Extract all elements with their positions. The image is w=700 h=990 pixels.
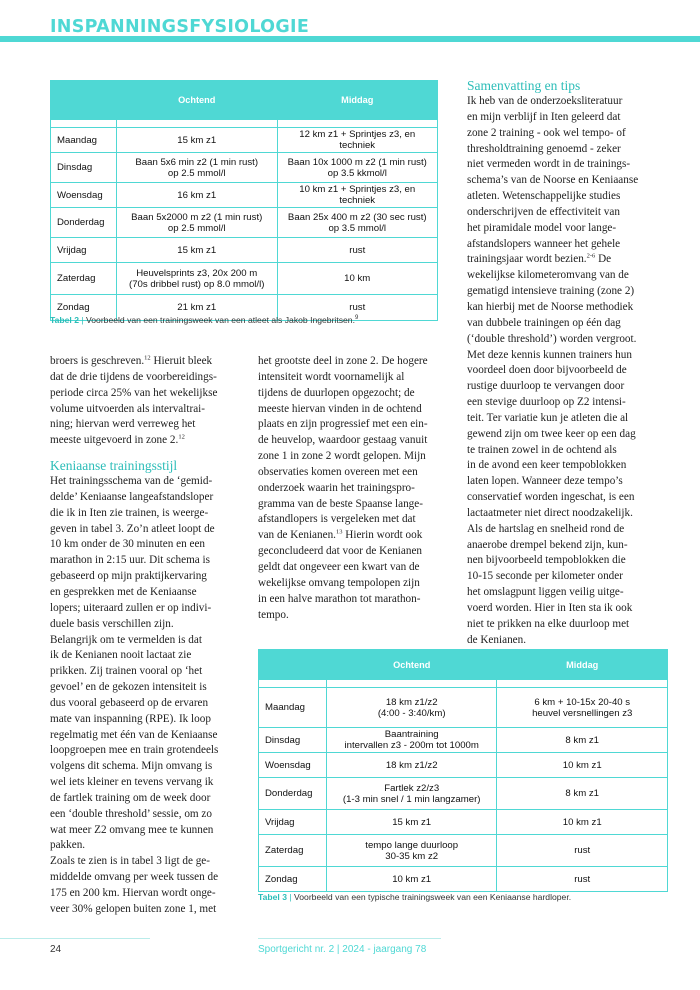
cell-line: (4:00 - 3:40/km) <box>377 707 446 719</box>
text-line: marathon in 2:15 uur. Dit schema is <box>50 554 211 567</box>
text-line: duele basis verschillen zijn. <box>50 617 174 630</box>
body-column-3 <box>467 78 667 649</box>
text-line: (‘double threshold’) worden vergroot. <box>467 332 637 345</box>
cell-line: 8 km z1 <box>565 734 600 746</box>
text-line: observaties komen overeen met een <box>258 465 418 478</box>
day-cell: Vrijdag <box>259 810 327 835</box>
text-line: intensiteit wordt voornamelijk al <box>258 370 405 383</box>
table-2-corner <box>51 81 117 120</box>
cell-line: 8 km z1 <box>565 788 600 799</box>
cell-line: 16 km z1 <box>177 189 217 201</box>
text-line: een ‘double threshold’ sessie, om zo <box>50 807 212 820</box>
text-line: gematigd intensieve training (zone 2) <box>467 285 635 298</box>
cell-line: op 3.5 mmol/l <box>328 222 387 234</box>
morning-cell <box>116 238 277 263</box>
footer-rule-left <box>0 938 150 939</box>
cell-line: Fartlek z2/z3 <box>384 782 440 794</box>
afternoon-cell <box>497 728 668 753</box>
cell-line: 15 km z1 <box>392 816 432 828</box>
text-line: dat de drie tijdens de voorbereidings- <box>50 370 217 383</box>
section-title: INSPANNINGSFYSIOLOGIE <box>50 17 310 37</box>
day-cell: Woensdag <box>51 183 117 208</box>
afternoon-cell <box>277 238 438 263</box>
afternoon-cell <box>277 208 438 238</box>
morning-cell <box>326 688 497 728</box>
text-line: tijdens de duurlopen opgezocht; de <box>258 386 415 399</box>
text-line: prikken. Zij trainen vooral op ‘het <box>50 665 203 678</box>
cell-line: (1-3 min snel / 1 min langzamer) <box>342 793 481 805</box>
text-line: afstandlopers is vergeleken met dat <box>258 513 416 526</box>
text-line: pakken. <box>50 839 86 852</box>
text-line: volume uitvoerden als intervaltrai- <box>50 402 206 415</box>
text-line: kan hierbij met de Noorse methodiek <box>467 300 634 313</box>
table-row <box>51 153 438 183</box>
table-3-caption-label: Tabel 3 <box>258 892 287 902</box>
afternoon-cell <box>277 263 438 295</box>
table-2-caption-ref: 9 <box>354 315 359 321</box>
afternoon-cell <box>497 688 668 728</box>
text-line: Met deze kennis kunnen trainers hun <box>467 348 632 361</box>
table-row <box>51 208 438 238</box>
afternoon-cell <box>497 835 668 867</box>
text-line: de heuvelop, waardoor gestaag vanuit <box>258 434 428 447</box>
morning-cell <box>116 153 277 183</box>
table-2 <box>50 80 438 321</box>
table-3-caption-text: Voorbeeld van een typische trainingsweek van een Keniaanse hardloper. <box>294 892 572 902</box>
cell-line: rust <box>574 845 591 856</box>
text-line: middelde omvang per week tussen de <box>50 871 219 884</box>
text-line: dus vooral gebaseerd op de ervaren <box>50 696 209 709</box>
text-line: lactaatmeter niet direct noodzakelijk. <box>467 506 633 519</box>
cell-line: 10 km z1 <box>562 759 602 771</box>
running-header <box>0 0 700 44</box>
cell-line: op 3.5 kkmol/l <box>327 167 387 179</box>
table-row <box>259 835 668 867</box>
text-line: de fartlek training om de week door <box>50 791 211 804</box>
text-line: een stevige duurloop op Z2 intensi- <box>467 396 626 409</box>
footer-rule-right <box>258 938 441 939</box>
text-line: niet vermeden wordt in de trainings- <box>467 158 631 171</box>
text-line: 10 km onder de 30 minuten en een <box>50 538 206 551</box>
text-line: en gesprekken met de Keniaanse <box>50 585 197 598</box>
text-line: gramma van de beste Spaanse lange- <box>258 497 423 510</box>
text-line: het grootste deel in zone 2. De hogere <box>258 355 428 367</box>
text-line: Het trainingsschema van de ‘gemid- <box>50 475 213 488</box>
table-row <box>259 688 668 728</box>
text-line: zone 2 training - ook wel tempo- of <box>467 126 626 139</box>
table-3-header-morning: Ochtend <box>326 650 497 680</box>
text-line: gewend zijn om twee keer op een dag <box>467 427 636 440</box>
page-number: 24 <box>50 944 62 955</box>
cell-line: Baantraining <box>384 729 439 740</box>
day-cell: Zondag <box>51 295 117 321</box>
text-line: plaats en zijn progressief met een ein- <box>258 418 428 431</box>
morning-cell <box>326 835 497 867</box>
cell-line: 18 km z1/z2 <box>385 759 438 771</box>
day-cell: Dinsdag <box>51 153 117 183</box>
text-line: geven in tabel 3. Zo’n atleet loopt de <box>50 522 215 535</box>
text-line: Als de hartslag en snelheid rond de <box>467 522 625 535</box>
text-line: Zoals te zien is in tabel 3 ligt de ge- <box>50 855 210 868</box>
reference-number: 13 <box>335 528 343 536</box>
cell-line: 30-35 km z2 <box>385 850 439 862</box>
afternoon-cell <box>497 778 668 810</box>
text-line: veer 30% gelopen buiten zone 1, met <box>50 902 217 915</box>
text-line: gevoel’ en de gekozen intensiteit is <box>50 681 207 694</box>
cell-line: 15 km z1 <box>177 244 217 256</box>
morning-cell <box>116 263 277 295</box>
text-line: het omslagpunt liggen veilig uitge- <box>467 586 624 599</box>
day-cell: Woensdag <box>259 753 327 778</box>
cell-line: 15 km z1 <box>177 134 217 146</box>
day-cell: Dinsdag <box>259 728 327 753</box>
cell-line: heuvel versnellingen z3 <box>532 707 633 719</box>
text-line: het piramidale model voor lange- <box>467 221 617 234</box>
day-cell: Vrijdag <box>51 238 117 263</box>
afternoon-cell <box>497 810 668 835</box>
text-line: laten lopen. Wanneer deze tempo’s <box>467 475 623 488</box>
text-line: 175 en 200 km. Hiervan wordt onge- <box>50 887 216 899</box>
text-line: teit. Ter variatie kun je atleten die al <box>467 411 629 424</box>
morning-cell <box>116 208 277 238</box>
text-line: van dubbele trainingen op één dag <box>467 316 621 329</box>
day-cell: Zaterdag <box>259 835 327 867</box>
text-line: gebaseerd op mijn praktijkervaring <box>50 570 207 583</box>
cell-line: 12 km z1 + Sprintjes z3, en techniek <box>299 129 416 151</box>
day-cell: Donderdag <box>51 208 117 238</box>
cell-line: 10 km z1 <box>392 873 432 885</box>
text-line: thresholdtraining genoemd - zeker <box>467 142 621 155</box>
morning-cell <box>326 778 497 810</box>
table-2-caption-label: Tabel 2 <box>50 314 79 325</box>
text-line: niet te prikken na elke duurloop met <box>467 617 630 630</box>
text-line: ning; hiervan werd verreweg het <box>50 418 196 431</box>
reference-number: 2-6 <box>586 252 596 260</box>
table-3-caption: Tabel 3 | Voorbeeld van een typische trainingsweek van een Keniaanse hardloper. <box>258 892 572 902</box>
text-line: wat meer Z2 omvang mee te kunnen <box>50 823 214 836</box>
table-row <box>51 238 438 263</box>
text-line: loopgroepen mee en train grotendeels <box>50 744 219 757</box>
afternoon-cell <box>497 867 668 892</box>
table-row <box>51 128 438 153</box>
text-line: onderschrijven de effectiviteit van <box>467 205 620 218</box>
text-line: onderzoek waarin het trainingspro- <box>258 481 415 494</box>
table-row <box>51 183 438 208</box>
reference-number: 12 <box>144 354 151 362</box>
table-3-corner <box>259 650 327 680</box>
text-line: anaerobe drempel bekend zijn, kun- <box>467 538 628 551</box>
cell-line: 10 km z1 + Sprintjes z3, en techniek <box>299 184 416 206</box>
body-column-2 <box>258 354 458 623</box>
text-line: in de avond een keer tempoblokken <box>467 459 627 472</box>
text-line: tempo. <box>258 608 289 621</box>
text-line: voerd worden. Hier in Iten sta ik ook <box>467 602 633 614</box>
cell-line: rust <box>574 873 591 885</box>
text-line: zone 1 in zone 2 wordt gelopen. Mijn <box>258 450 426 463</box>
text-line: mate van inspanning (RPE). Ik loop <box>50 712 211 725</box>
cell-line: 21 km z1 <box>177 302 217 313</box>
cell-line: rust <box>349 302 366 313</box>
morning-cell <box>326 728 497 753</box>
afternoon-cell <box>277 183 438 208</box>
text-line: te trainen zowel in de ochtend als <box>467 443 617 456</box>
journal-footer: Sportgericht nr. 2 | 2024 - jaargang 78 <box>258 944 427 955</box>
section-heading-kenyan: Keniaanse trainingsstijl <box>50 458 178 474</box>
day-cell: Donderdag <box>259 778 327 810</box>
afternoon-cell <box>277 128 438 153</box>
cell-line: intervallen z3 - 200m tot 1000m <box>344 740 479 751</box>
text-line: voordeel doen door bijvoorbeeld de <box>467 364 627 377</box>
morning-cell <box>116 183 277 208</box>
day-cell: Zondag <box>259 867 327 892</box>
text-line: geldt dat ongeveer een kwart van de <box>258 560 420 573</box>
afternoon-cell <box>497 753 668 778</box>
text-line: schema’s van de Noorse en Keniaanse <box>467 174 639 187</box>
cell-line: Baan 25x 400 m z2 (30 sec rust) <box>287 211 427 223</box>
reference-number: 12 <box>178 433 185 441</box>
table-row <box>259 810 668 835</box>
cell-line: 18 km z1/z2 <box>385 696 438 708</box>
text-line: in een halve marathon tot marathon- <box>258 592 421 605</box>
text-line: regelmatig met één van de Keniaanse <box>50 728 218 741</box>
text-line: periode circa 25% van het wekelijkse <box>50 386 218 399</box>
text-line: lopers; uiteraard zullen er op indivi- <box>50 601 212 614</box>
cell-line: Baan 10x 1000 m z2 (1 min rust) <box>287 156 427 168</box>
text-line: nen bijvoorbeeld tempoblokken die <box>467 554 626 567</box>
table-2-header-morning: Ochtend <box>116 81 277 120</box>
text-line: 10-15 seconde per kilometer onder <box>467 570 623 583</box>
table-2-caption: Tabel 2 | Voorbeeld van een trainingsweek van een atleet als Jakob Ingebritsen.$^9$ <box>50 314 359 325</box>
cell-line: (70s dribbel rust) op 8.0 mmol/l) <box>129 278 265 290</box>
table-row <box>259 867 668 892</box>
text-line: trainingsjaar wordt bezien.$^{2-6}$ De <box>467 252 612 266</box>
text-line: ik de Kenianen nooit lactaat zie <box>50 649 192 662</box>
section-heading-summary: Samenvatting en tips <box>467 78 581 93</box>
cell-line: 6 km + 10-15x 20-40 s <box>534 696 631 708</box>
text-line: rustige duurloop te vervangen door <box>467 380 625 393</box>
day-cell: Maandag <box>51 128 117 153</box>
morning-cell <box>326 810 497 835</box>
table-3-header-afternoon: Middag <box>497 650 668 680</box>
body-column-1 <box>50 354 250 918</box>
cell-line: 10 km z1 <box>562 816 602 828</box>
cell-line: rust <box>349 244 366 256</box>
text-line: delde’ Keniaanse langeafstandsloper <box>50 490 214 503</box>
table-row <box>259 753 668 778</box>
text-line: afstandslopers wanneer het gehele <box>467 237 621 250</box>
text-line: van de Kenianen.$^{13}$ Hierin wordt ook <box>258 528 423 542</box>
morning-cell <box>326 753 497 778</box>
cell-line: tempo lange duurloop <box>365 839 459 851</box>
day-cell: Maandag <box>259 688 327 728</box>
text-line: Belangrijk om te vermelden is dat <box>50 633 202 646</box>
text-line: geconcludeerd dat voor de Kenianen <box>258 545 423 558</box>
table-row <box>259 728 668 753</box>
cell-line: Baan 5x2000 m z2 (1 min rust) <box>131 211 263 223</box>
cell-line: Heuvelsprints z3, 20x 200 m <box>136 267 258 279</box>
day-cell: Zaterdag <box>51 263 117 295</box>
table-row <box>259 778 668 810</box>
table-row <box>51 263 438 295</box>
text-line: atleten. Wetenschappelijke studies <box>467 190 621 203</box>
cell-line: op 2.5 mmol/l <box>167 222 226 234</box>
table-2-header-afternoon: Middag <box>277 81 438 120</box>
text-line: wekelijkse omvang tempolopen zijn <box>258 576 420 589</box>
text-line: volgens dit schema. Mijn omvang is <box>50 760 213 773</box>
table-3 <box>258 649 668 892</box>
text-line: meeste hiervan vinden in de ochtend <box>258 402 422 415</box>
text-line: en mijn verblijf in Iten geleerd dat <box>467 110 621 123</box>
text-line: wekelijkse kilometeromvang van de <box>467 269 629 282</box>
text-line: Ik heb van de onderzoeksliteratuur <box>467 95 623 107</box>
cell-line: 10 km <box>344 273 371 284</box>
table-2-caption-text: Voorbeeld van een trainingsweek van een atleet als Jakob Ingebritsen. <box>86 314 355 325</box>
text-line: de Kenianen. <box>467 633 527 646</box>
text-line: broers is geschreven.$^{12}$ Hieruit bleek <box>50 354 213 367</box>
text-line: wel iets kleiner en tevens vervang ik <box>50 776 214 789</box>
morning-cell <box>116 128 277 153</box>
afternoon-cell <box>277 153 438 183</box>
cell-line: Baan 5x6 min z2 (1 min rust) <box>135 156 259 168</box>
text-line: meeste uitgevoerd in zone 2.12 <box>50 433 185 447</box>
morning-cell <box>326 867 497 892</box>
cell-line: op 2.5 mmol/l <box>167 167 226 179</box>
text-line: die ik in Iten zie trainen, is weerge- <box>50 506 209 519</box>
text-line: conservatief worden ingeschat, is een <box>467 491 635 504</box>
